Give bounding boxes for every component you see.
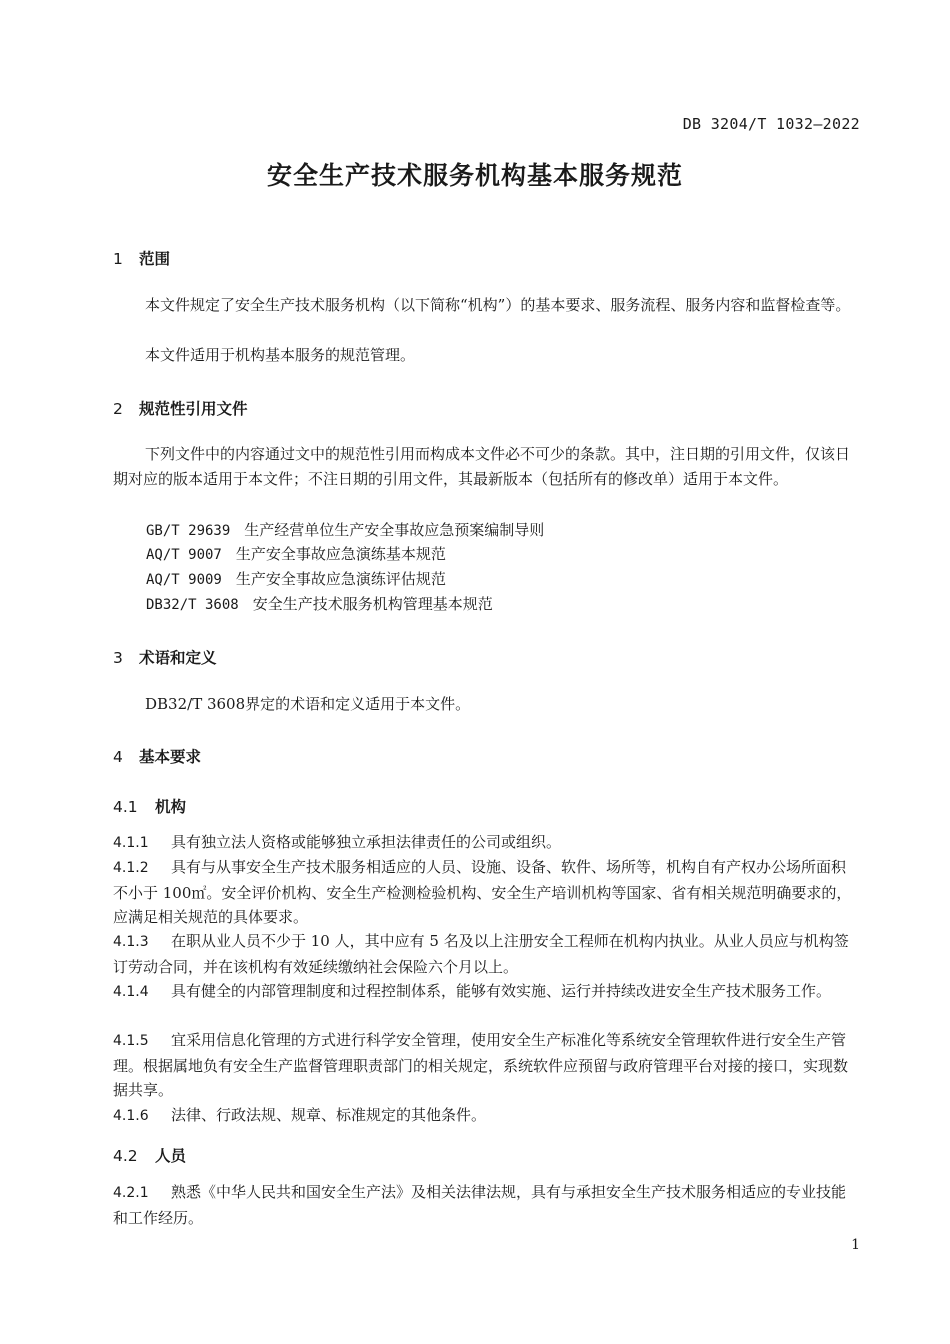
clause-4-1-1 xyxy=(113,830,860,856)
reference-code: GB/T 29639 xyxy=(146,523,231,539)
section-number: 4 xyxy=(113,748,123,766)
section-number: 3 xyxy=(113,649,123,667)
clause-text: 具有与从事安全生产技术服务相适应的人员、设施、设备、软件、场所等，机构自有产权办公场所面积不小于 100㎡。安全评价机构、安全生产检测检验机构、安全生产培训机构等国家、省有相关规范明确要求的，应满足相关规范的具体要求。 xyxy=(113,858,852,926)
section-title: 规范性引用文件 xyxy=(139,400,248,418)
clause-number: 4.1.3 xyxy=(113,934,149,950)
clause-number: 4.1.6 xyxy=(113,1108,149,1124)
clause-number: 4.2.1 xyxy=(113,1185,149,1201)
section-title: 人员 xyxy=(155,1147,187,1165)
section-number: 1 xyxy=(113,250,123,268)
clause-text: 宜采用信息化管理的方式进行科学安全管理，使用安全生产标准化等系统安全管理软件进行安全生产管理。根据属地负有安全生产监督管理职责部门的相关规定，系统软件应预留与政府管理平台对接的接口，实现数据共享。 xyxy=(113,1031,849,1099)
section-number: 4.1 xyxy=(113,798,138,816)
clause-number: 4.1.5 xyxy=(113,1033,149,1049)
clause-4-1-6 xyxy=(113,1103,860,1129)
clause-number: 4.1.4 xyxy=(113,984,149,1000)
paragraph: 本文件规定了安全生产技术服务机构（以下简称“机构”）的基本要求、服务流程、服务内容和监督检查等。 xyxy=(145,296,851,314)
page-number: 1 xyxy=(851,1237,860,1253)
reference-title: 安全生产技术服务机构管理基本规范 xyxy=(252,595,493,613)
section-number: 2 xyxy=(113,400,123,418)
clause-number: 4.1.1 xyxy=(113,835,149,851)
document-code: DB 3204/T 1032—2022 xyxy=(682,115,860,133)
section-number: 4.2 xyxy=(113,1147,138,1165)
section-2-heading xyxy=(113,397,248,419)
clause-text: 熟悉《中华人民共和国安全生产法》及相关法律法规，具有与承担安全生产技术服务相适应的专业技能和工作经历。 xyxy=(113,1183,847,1227)
clause-4-2-1 xyxy=(113,1180,860,1230)
document-title: 安全生产技术服务机构基本服务规范 xyxy=(266,161,683,190)
reference-item xyxy=(146,543,446,564)
reference-item xyxy=(146,519,544,540)
paragraph: DB32/T 3608界定的术语和定义适用于本文件。 xyxy=(145,695,471,713)
subsection-4-1-heading xyxy=(113,795,186,817)
clause-4-1-4 xyxy=(113,979,860,1005)
reference-code: DB32/T 3608 xyxy=(146,597,239,613)
clause-number: 4.1.2 xyxy=(113,860,149,876)
section-1-heading xyxy=(113,247,170,269)
clause-text: 具有独立法人资格或能够独立承担法律责任的公司或组织。 xyxy=(171,833,562,851)
section-title: 基本要求 xyxy=(139,748,202,766)
clause-text: 在职从业人员不少于 10 人，其中应有 5 名及以上注册安全工程师在机构内执业。从业人员应与机构签订劳动合同，并在该机构有效延续缴纳社会保险六个月以上。 xyxy=(113,932,849,976)
section-3-heading xyxy=(113,646,217,668)
subsection-4-2-heading xyxy=(113,1144,186,1166)
section-title: 术语和定义 xyxy=(139,649,217,667)
reference-title: 生产经营单位生产安全事故应急预案编制导则 xyxy=(244,521,545,539)
reference-code: AQ/T 9009 xyxy=(146,572,222,588)
reference-code: AQ/T 9007 xyxy=(146,547,222,563)
reference-item xyxy=(146,568,446,589)
section-title: 范围 xyxy=(139,250,171,268)
paragraph: 下列文件中的内容通过文中的规范性引用而构成本文件必不可少的条款。其中，注日期的引用文件，仅该日期对应的版本适用于本文件；不注日期的引用文件，其最新版本（包括所有的修改单）适用于本文件。 xyxy=(113,445,851,488)
reference-title: 生产安全事故应急演练基本规范 xyxy=(235,545,446,563)
reference-item xyxy=(146,593,493,614)
clause-text: 法律、行政法规、规章、标准规定的其他条件。 xyxy=(171,1106,487,1124)
section-4-heading xyxy=(113,745,201,767)
reference-title: 生产安全事故应急演练评估规范 xyxy=(235,570,446,588)
clause-4-1-5 xyxy=(113,1028,860,1103)
clause-4-1-2 xyxy=(113,855,860,930)
clause-text: 具有健全的内部管理制度和过程控制体系，能够有效实施、运行并持续改进安全生产技术服务工作。 xyxy=(171,982,832,1000)
clause-4-1-3 xyxy=(113,929,860,979)
paragraph: 本文件适用于机构基本服务的规范管理。 xyxy=(145,346,416,364)
section-title: 机构 xyxy=(155,798,187,816)
